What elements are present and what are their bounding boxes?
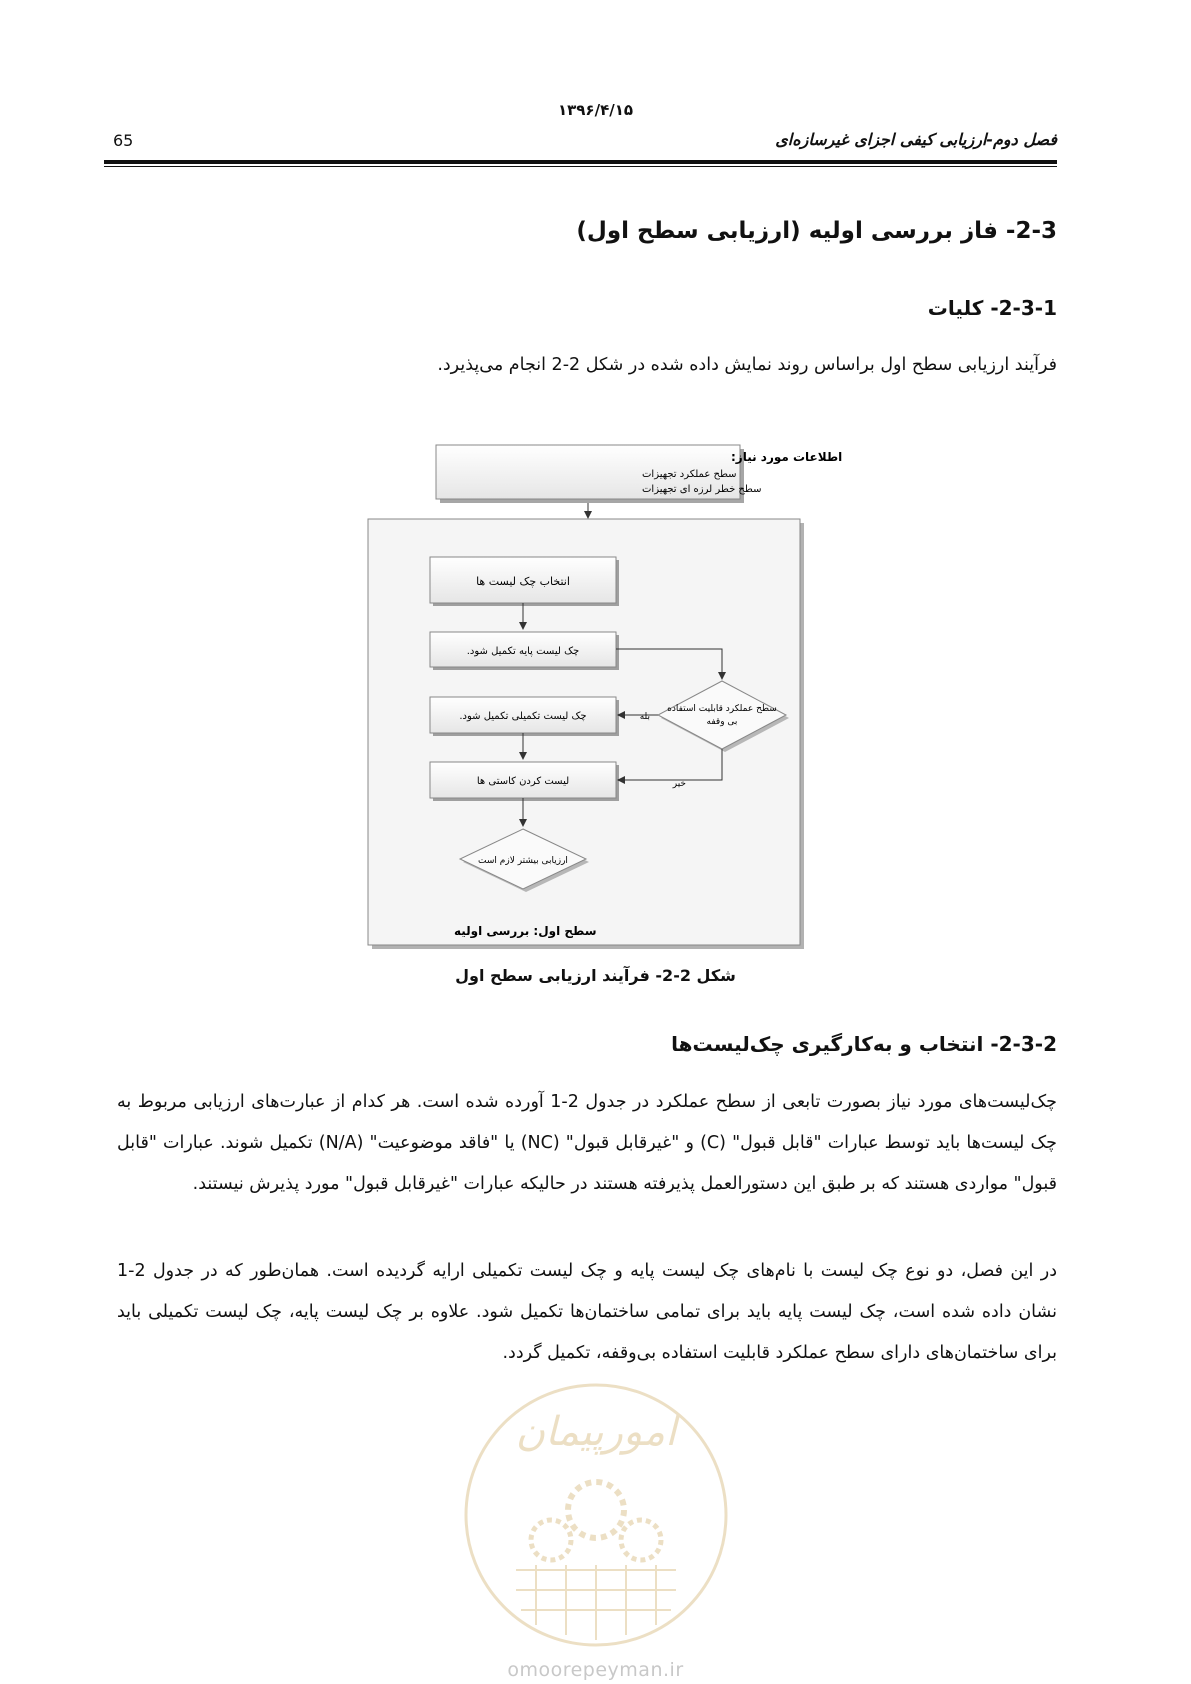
info-line-2: سطح خطر لرزه ای تجهیزات: [642, 484, 762, 495]
end-label: ارزیابی بیشتر لازم است: [478, 856, 568, 866]
info-title: اطلاعات مورد نیاز:: [731, 450, 843, 464]
subsection-heading-general: 2-3-1- کلیات: [927, 296, 1057, 320]
watermark-stamp-logo: [456, 1375, 736, 1655]
info-line-1: سطح عملکرد تجهیزات: [642, 469, 737, 480]
step-select-checklists-label: انتخاب چک لیست ها: [476, 575, 570, 588]
step-supplementary-checklist-label: چک لیست تکمیلی تکمیل شود.: [459, 711, 587, 722]
general-paragraph: فرآیند ارزیابی سطح اول براساس روند نمایش داده شده در شکل 2-2 انجام می‌پذیرد.: [437, 355, 1057, 375]
page-number: 65: [113, 131, 134, 150]
decision-label: سطح عملکرد قابلیت استفاده: [667, 704, 777, 714]
no-label: خیر: [672, 779, 686, 789]
section-heading: 2-3- فاز بررسی اولیه (ارزیابی سطح اول): [576, 218, 1057, 244]
page-date: ۱۳۹۶/۴/۱۵: [557, 101, 634, 119]
subsection-heading-checklists: 2-3-2- انتخاب و به‌کارگیری چک‌لیست‌ها: [671, 1032, 1057, 1056]
container-label: سطح اول: بررسی اولیه: [454, 924, 597, 938]
svg-text:امورپیمان: امورپیمان: [515, 1409, 677, 1455]
checklist-paragraph-1: چک‌لیست‌های مورد نیاز بصورت تابعی از سطح عملکرد در جدول 2-1 آورده شده است. هر کدام از عبارت‌های ارزیابی مربوط به چک لیست‌ها باید توسط عبارات "قابل قبول" (C) و "غیرقابل قبول" (NC) یا "فاقد موضوعیت" (N/A) تکمیل شوند. عبارات "قابل قبول" مواردی هستند که بر طبق این دستورالعمل پذیرفته هستند در حالیکه عبارات "غیرقابل قبول" مورد پذیرش نیستند.: [117, 1092, 1057, 1194]
step-basic-checklist-label: چک لیست پایه تکمیل شود.: [466, 646, 580, 657]
checklist-paragraph-2: در این فصل، دو نوع چک لیست با نام‌های چک لیست پایه و چک لیست تکمیلی ارایه گردیده است. همان‌طور که در جدول 2-1 نشان داده شده است، چک لیست پایه باید برای تمامی ساختمان‌ها تکمیل شود. علاوه بر چک لیست پایه، چک لیست تکمیلی باید برای ساختمان‌های دارای سطح عملکرد قابلیت استفاده بی‌وقفه، تکمیل گردد.: [117, 1261, 1057, 1363]
yes-label: بله: [639, 712, 650, 722]
watermark-site: omoorepeyman.ir: [507, 1659, 684, 1681]
chapter-title: فصل دوم-ارزیابی کیفی اجزای غیرسازه‌ای: [775, 130, 1057, 149]
step-list-deficiencies-label: لیست کردن کاستی ها: [476, 776, 570, 787]
decision-label-2: بی وقفه: [706, 717, 738, 727]
figure-caption: شکل 2-2- فرآیند ارزیابی سطح اول: [455, 966, 736, 985]
